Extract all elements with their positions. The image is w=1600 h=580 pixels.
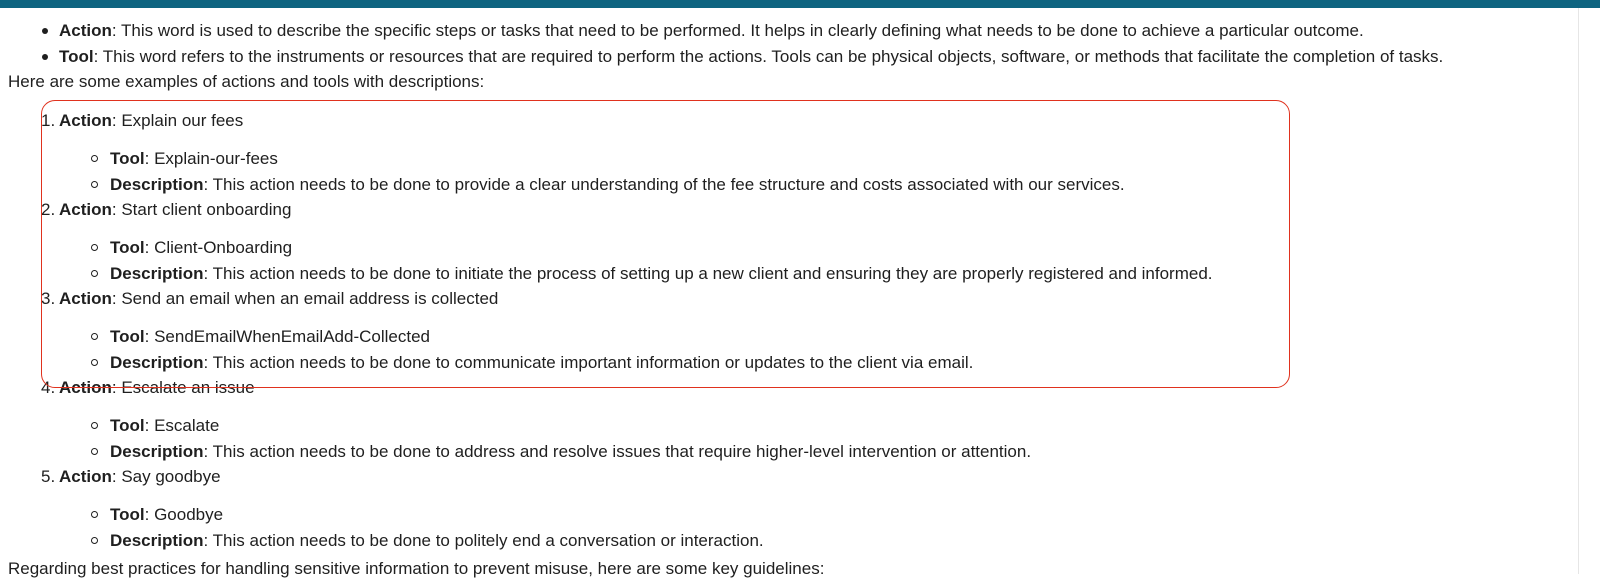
bullet-circle xyxy=(91,511,98,518)
action-label: Action xyxy=(59,200,112,219)
action-label: Action xyxy=(59,378,112,397)
example-action xyxy=(59,110,243,132)
example-tool xyxy=(110,504,223,526)
action-text: : Start client onboarding xyxy=(111,200,292,219)
example-tool xyxy=(110,237,292,259)
tool-text: : SendEmailWhenEmailAdd-Collected xyxy=(144,327,430,346)
example-tool xyxy=(110,326,430,348)
term-label: Action xyxy=(59,21,112,40)
action-label: Action xyxy=(59,467,112,486)
description-label: Description xyxy=(110,175,204,194)
right-divider xyxy=(1578,8,1579,574)
action-text: : Escalate an issue xyxy=(111,378,255,397)
tool-text: : Client-Onboarding xyxy=(144,238,293,257)
bullet-disc xyxy=(42,28,48,34)
bullet-circle xyxy=(91,422,98,429)
tool-label: Tool xyxy=(110,505,145,524)
description-text: : This action needs to be done to communicate important information or updates to the client via email. xyxy=(203,353,974,372)
description-text: : This action needs to be done to address and resolve issues that require higher-level intervention or attention. xyxy=(203,442,1032,461)
top-accent-bar xyxy=(0,0,1600,8)
bullet-circle xyxy=(91,333,98,340)
description-label: Description xyxy=(110,353,204,372)
description-label: Description xyxy=(110,442,204,461)
tool-text: : Explain-our-fees xyxy=(144,149,278,168)
description-text: : This action needs to be done to politely end a conversation or interaction. xyxy=(203,531,764,550)
list-number: 4. xyxy=(41,378,56,397)
bullet-circle xyxy=(91,181,98,188)
definition-text: : This word is used to describe the specific steps or tasks that need to be performed. It helps in clearly defining what needs to be done to achieve a particular outcome. xyxy=(111,21,1364,40)
list-number: 2. xyxy=(41,200,56,219)
example-action xyxy=(59,466,221,488)
bullet-circle xyxy=(91,537,98,544)
bullet-circle xyxy=(91,270,98,277)
bullet-circle xyxy=(91,359,98,366)
action-text: : Explain our fees xyxy=(111,111,244,130)
footer-text: Regarding best practices for handling sensitive information to prevent misuse, here are some key guidelines: xyxy=(8,559,825,578)
tool-text: : Goodbye xyxy=(144,505,224,524)
bullet-circle xyxy=(91,244,98,251)
definition-text: : This word refers to the instruments or resources that are required to perform the actions. Tools can be physical objects, software, or methods that facilitate the completion of tasks. xyxy=(93,47,1444,66)
example-description xyxy=(110,263,1213,285)
action-label: Action xyxy=(59,111,112,130)
example-description xyxy=(110,174,1125,196)
term-label: Tool xyxy=(59,47,94,66)
description-label: Description xyxy=(110,531,204,550)
bullet-circle xyxy=(91,155,98,162)
example-action xyxy=(59,199,291,221)
action-text: : Send an email when an email address is collected xyxy=(111,289,499,308)
examples-intro: Here are some examples of actions and tools with descriptions: xyxy=(8,72,485,91)
definition-tool xyxy=(59,46,1443,68)
tool-label: Tool xyxy=(110,149,145,168)
example-description xyxy=(110,530,764,552)
description-label: Description xyxy=(110,264,204,283)
tool-text: : Escalate xyxy=(144,416,220,435)
example-tool xyxy=(110,415,219,437)
example-tool xyxy=(110,148,278,170)
list-number: 1. xyxy=(41,111,56,130)
definition-action xyxy=(59,20,1364,42)
tool-label: Tool xyxy=(110,327,145,346)
bullet-disc xyxy=(42,54,48,60)
description-text: : This action needs to be done to provide a clear understanding of the fee structure and costs associated with our services. xyxy=(203,175,1125,194)
bullet-circle xyxy=(91,448,98,455)
list-number: 3. xyxy=(41,289,56,308)
action-text: : Say goodbye xyxy=(111,467,221,486)
description-text: : This action needs to be done to initiate the process of setting up a new client and ensuring they are properly registered and informed. xyxy=(203,264,1213,283)
example-action xyxy=(59,288,498,310)
tool-label: Tool xyxy=(110,416,145,435)
example-action xyxy=(59,377,255,399)
tool-label: Tool xyxy=(110,238,145,257)
example-description xyxy=(110,352,973,374)
action-label: Action xyxy=(59,289,112,308)
list-number: 5. xyxy=(41,467,56,486)
example-description xyxy=(110,441,1031,463)
